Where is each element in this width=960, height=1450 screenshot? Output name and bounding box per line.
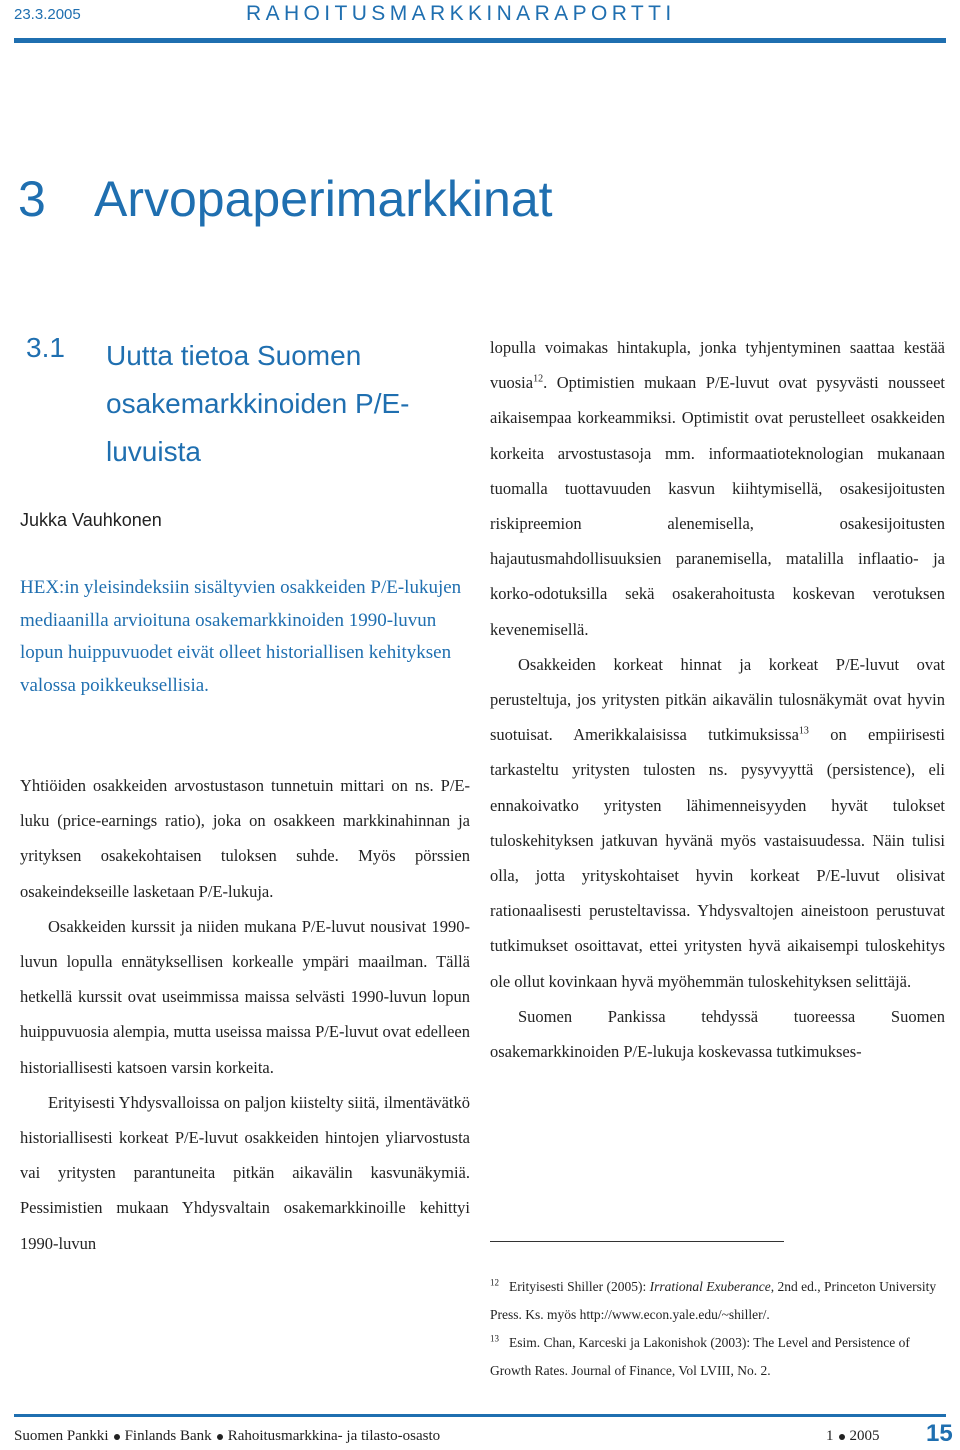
text-run: , 2nd ed., Princeton University Press. Ks. myös http://www.econ.yale.edu/~shiller/. (490, 1279, 937, 1322)
issue-number: 1 (826, 1428, 834, 1444)
footer-publisher (14, 1428, 440, 1445)
section-title: Uutta tietoa Suomen osakemarkkinoiden P/E-luvuista (106, 340, 410, 467)
text-run: Osakkeiden korkeat hinnat ja korkeat P/E-luvut ovat perusteltuja, jos yritysten pitkän aikavälin tulosnäkymät ovat hyvin suotuisat. Amerikkalaisissa tutkimuksissa (490, 654, 945, 745)
bullet-icon (114, 1434, 120, 1440)
footnotes (490, 1273, 945, 1385)
book-title: Irrational Exuberance (649, 1279, 771, 1294)
text-run: . Optimistien mukaan P/E-luvut ovat pysyvästi nousseet aikaisempaa korkeammiksi. Optimistit ovat perustelleet osakkeiden korkeita arvostustasoja mm. informaatioteknologian mukanaan tuomalla tuottavuuden kasvun kiihtymisellä, osakesijoitusten riskipreemion alenemisella, osakesijoitusten hajautusmahdollisuuksien paranemisella, matalilla inflaatio- ja korko-odotuksilla sekä osakerahoitusta koskevan verotuksen kevenemisellä. (490, 373, 945, 639)
chapter-title: Arvopaperimarkkinat (94, 171, 553, 227)
lead-paragraph: HEX:in yleisindeksiin sisältyvien osakkeiden P/E-lukujen mediaanilla arvioituna osakemarkkinoiden 1990-luvun lopun huippuvuodet eivät olleet historiallisen kehityksen valossa poikkeuksellisia. (20, 577, 462, 696)
footer-issue (826, 1428, 880, 1445)
body-paragraph: Erityisesti Yhdysvalloissa on paljon kiistelty siitä, ilmentävätkö historiallisesti korkeat P/E-luvut osakkeiden hintojen yliarvostusta vai yritysten parantuneita pitkän aikavälin kasvunäkymiä. Pessimistien mukaan Yhdysvaltain osakemarkkinoille kehittyi 1990-luvun (20, 1092, 470, 1253)
bullet-icon (217, 1434, 223, 1440)
text-run: on empiirisesti tarkasteltu yritysten tulosten ns. pysyvyyttä (persistence), eli ennakoivatko yritysten lähimenneisyyden hyvät tulokset tuloskehityksen jatkuvan hyvänä myös vastaisuudessa. Näin tulisi olla, jotta yrityskohtaiset hyvin korkeat P/E-luvut olisivat rationaalisesti perusteltavissa. Yhdysvaltojen aineistoon perustuvat tutkimukset osoittavat, ettei yritysten hyvä aikaisempi tuloskehitys ole ollut kovinkaan hyvä myöhemmän tuloskehityksen selittäjä. (490, 725, 945, 991)
body-paragraph: Suomen Pankissa tehdyssä tuoreessa Suomen osakemarkkinoiden P/E-lukuja koskevassa tutkimukses- (490, 1006, 945, 1062)
footnote-number: 12 (490, 1277, 499, 1288)
footnote-ref-12[interactable]: 12 (533, 373, 544, 385)
header-date: 23.3.2005 (14, 6, 81, 23)
department-name: Rahoitusmarkkina- ja tilasto-osasto (227, 1428, 441, 1444)
body-paragraph: Yhtiöiden osakkeiden arvostustason tunnetuin mittari on ns. P/E-luku (price-earnings ratio), joka on osakkeen markkinahinnan ja yrityksen osakekohtaisen tuloksen suhde. Myös pörssien osakeindekseille lasketaan P/E-lukuja. (20, 776, 470, 901)
chapter-number: 3 (18, 171, 46, 227)
body-paragraph (490, 330, 945, 647)
publisher-name-swedish: Finlands Bank (124, 1428, 212, 1444)
author-name: Jukka Vauhkonen (20, 510, 162, 530)
text-run: Erityisesti Shiller (2005): (509, 1279, 650, 1294)
body-column-right (490, 330, 945, 1069)
text-run: lopulla voimakas hintakupla, jonka tyhjentyminen saattaa kestää vuosia (490, 338, 945, 393)
header-title: RAHOITUSMARKKINARAPORTTI (246, 2, 676, 25)
footnote-number: 13 (490, 1333, 499, 1344)
issue-year: 2005 (849, 1428, 880, 1444)
body-column-left (20, 768, 470, 1261)
footnote-12 (490, 1273, 945, 1329)
body-paragraph (490, 647, 945, 999)
footnote-divider (490, 1241, 784, 1242)
text-run: Esim. Chan, Karceski ja Lakonishok (2003): The Level and Persistence of Growth Rates. Journal of Finance, Vol LVIII, No. 2. (490, 1335, 910, 1378)
header-rule (14, 38, 946, 43)
body-paragraph: Osakkeiden kurssit ja niiden mukana P/E-luvut nousivat 1990-luvun lopulla ennätyksellisen korkealle ympäri maailman. Tällä hetkellä kurssit ovat useimmissa maissa selvästi 1990-luvun lopun huippuvuosia alempia, mutta useissa maissa P/E-luvut ovat edelleen historiallisesti katsoen varsin korkeita. (20, 916, 470, 1077)
publisher-name: Suomen Pankki (14, 1428, 109, 1444)
footer-rule (14, 1414, 946, 1417)
bullet-icon (839, 1434, 845, 1440)
footnote-13 (490, 1329, 945, 1385)
footnote-ref-13[interactable]: 13 (798, 725, 809, 737)
page-number: 15 (926, 1420, 953, 1447)
section-number: 3.1 (26, 332, 65, 363)
